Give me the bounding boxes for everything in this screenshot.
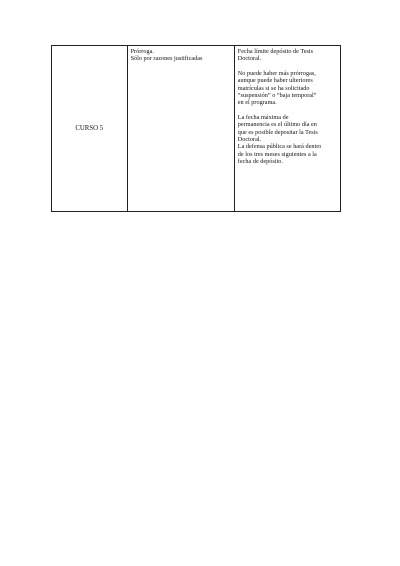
notes-paragraph-permanence (238, 114, 337, 166)
notes-paragraph-deadline (238, 48, 337, 63)
notes-line: Doctoral. (237, 55, 262, 63)
notes-line: Doctoral. (237, 136, 262, 144)
notes-line: fecha de depósito. (237, 158, 283, 166)
notes-line: matrículas si se ha solicitado (237, 84, 310, 92)
notes-line: “suspensión” o “baja temporal” (237, 92, 317, 100)
extension-cell (127, 46, 234, 212)
notes-line: Fecha límite depósito de Tesis (237, 48, 314, 55)
notes-line: en el programa. (237, 99, 277, 107)
notes-cell (234, 46, 340, 212)
course-cell (52, 46, 128, 212)
notes-line: permanencia es el último día en (237, 121, 317, 129)
notes-paragraph-no-extensions (238, 70, 337, 107)
table-row (52, 46, 341, 212)
notes-line: de los tres meses siguientes a la (237, 150, 317, 158)
notes-line: que es posible depositar la Tesis (237, 128, 318, 136)
notes-line: aunque puede haber ulteriores (237, 77, 313, 85)
notes-line: No puede haber más prórrogas, (237, 69, 316, 77)
extension-detail: Sólo por razones justificadas (130, 55, 203, 63)
extension-title: Prórroga. (130, 48, 154, 55)
notes-line: La fecha máxima de (237, 113, 289, 121)
course-table (51, 45, 341, 212)
course-label: CURSO 5 (75, 124, 104, 132)
notes-line: La defensa pública se hará dentro (237, 143, 322, 151)
